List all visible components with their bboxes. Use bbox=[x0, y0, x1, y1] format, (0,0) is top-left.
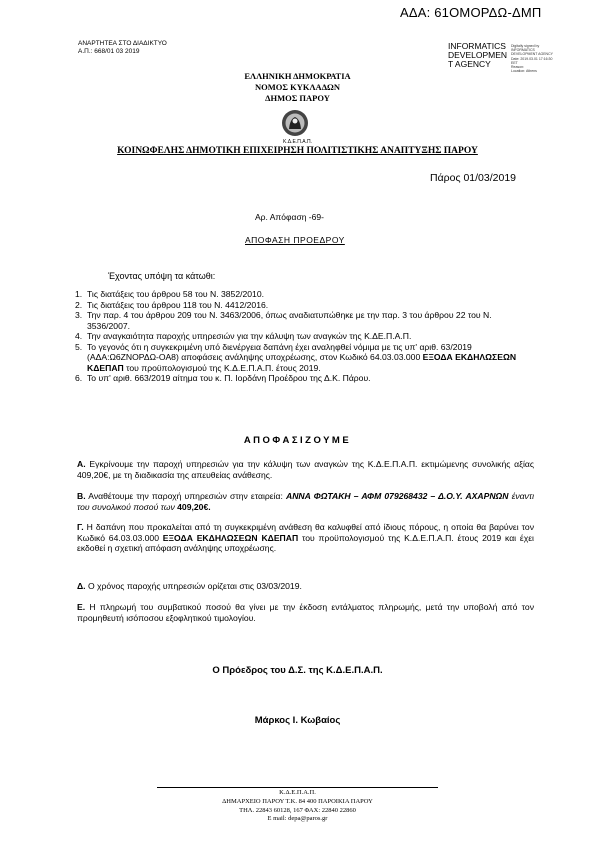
considering-heading: Έχοντας υπόψη τα κάτωθι: bbox=[108, 271, 216, 281]
paragraph-text: Εγκρίνουμε την παροχή υπηρεσιών για την κάλυψη των αναγκών της Κ.Δ.Ε.Π.Α.Π. εκτιμώμενης συνολικής αξίας 409,20€, με τη διαδικασία της απευθείας ανάθεσης. bbox=[77, 459, 534, 480]
list-item bbox=[75, 300, 535, 311]
item-text: Τις διατάξεις του άρθρου 118 του Ν. 4412/2016. bbox=[87, 299, 269, 310]
logo-caption: Κ.Δ.Ε.Π.Α.Π. bbox=[283, 139, 312, 145]
stamp-detail: Digitally signed by bbox=[511, 44, 540, 48]
signatory-title: Ο Πρόεδρος του Δ.Σ. της Κ.Δ.Ε.Π.Α.Π. bbox=[212, 665, 383, 676]
stamp-detail: EET bbox=[511, 60, 518, 65]
paragraph-e bbox=[77, 602, 534, 623]
posting-line-1: ΑΝΑΡΤΗΤΕΑ ΣΤΟ ΔΙΑΔΙΚΤΥΟ bbox=[78, 40, 167, 47]
paragraph-text: Η πληρωμή του συμβατικού ποσού θα γίνει με την έκδοση εντάλματος πληρωμής, μετά την υποβολή από τον προμηθευτή ισόποσου εξοφλητικού τιμολογίου. bbox=[77, 602, 534, 623]
digital-signature-stamp bbox=[448, 42, 507, 69]
stamp-detail: DEVELOPMENT AGENCY bbox=[511, 52, 553, 57]
paragraph-text: Αναθέτουμε την παροχή υπηρεσιών στην εταιρεία: bbox=[85, 491, 286, 501]
stamp-line: T AGENCY bbox=[448, 59, 491, 69]
decision-title: ΑΠΟΦΑΣΗ ΠΡΟΕΔΡΟΥ bbox=[245, 235, 345, 245]
paragraph-label: Β. bbox=[77, 491, 86, 501]
document-footer bbox=[0, 789, 595, 824]
contract-amount: 409,20€. bbox=[177, 501, 211, 512]
organization-logo-icon bbox=[280, 108, 310, 138]
list-item bbox=[75, 289, 535, 300]
footer-address: ΔΗΜΑΡΧΕΙΟ ΠΑΡΟΥ Τ.Κ. 84 400 ΠΑΡΟΙΚΙΑ ΠΑΡΟΥ bbox=[222, 797, 373, 805]
paragraph-label: Α. bbox=[77, 459, 86, 469]
footer-phone: ΤΗΛ. 22843 60128, 167 ΦΑΧ: 22840 22860 bbox=[239, 806, 356, 814]
list-item bbox=[75, 373, 535, 384]
stamp-line: INFORMATICS bbox=[448, 41, 506, 51]
budget-code-label: ΕΞΟΔΑ ΕΚΔΗΛΩΣΕΩΝ ΚΔΕΠΑΠ bbox=[87, 352, 517, 373]
paragraph-b bbox=[77, 491, 534, 512]
paragraph-text: Ο χρόνος παροχής υπηρεσιών ορίζεται στις 03/03/2019. bbox=[85, 581, 302, 591]
item-number: 4. bbox=[75, 331, 83, 341]
stamp-detail: Reason: bbox=[511, 65, 525, 70]
digital-signature-details bbox=[511, 44, 553, 73]
paragraph-d bbox=[77, 581, 534, 592]
footer-divider bbox=[157, 787, 438, 788]
item-text: Τις διατάξεις του άρθρου 58 του Ν. 3852/2010. bbox=[87, 289, 264, 299]
list-item bbox=[75, 342, 535, 374]
paragraph-a bbox=[77, 459, 534, 480]
signatory-name: Μάρκος Ι. Κωβαίος bbox=[254, 715, 341, 726]
considerations-list bbox=[75, 289, 535, 384]
protocol-number: Α.Π.: 668/01 03 2019 bbox=[78, 48, 140, 55]
list-item bbox=[75, 331, 535, 342]
stamp-detail: INFORMATICS bbox=[511, 48, 535, 53]
header-country: ΕΛΛΗΝΙΚΗ ΔΗΜΟΚΡΑΤΙΑ bbox=[244, 71, 351, 81]
document-header bbox=[0, 71, 595, 104]
decision-number: Αρ. Απόφαση -69- bbox=[255, 212, 324, 222]
item-text: Την παρ. 4 του άρθρου 209 του Ν. 3463/2006, όπως αναδιατυπώθηκε με την παρ. 3 του άρθρου 22 του Ν. 3536/2007. bbox=[87, 310, 492, 331]
paragraph-text: Η δαπάνη που προκαλείται από τη συγκεκριμένη ανάθεση θα καλυφθεί από ίδιους πόρους, η οποία θα βαρύνει τον Κωδικό 64.03.03.000 bbox=[77, 522, 534, 543]
item-text: Το γεγονός ότι η συγκεκριμένη υπό διενέργεια δαπάνη έχει αναληφθεί νόμιμα με τις υπ' αριθ. 63/2019 (ΑΔΑ:Ω6ΖΝΟΡΔΩ-ΟΑ8) αποφάσεις ανάληψης υποχρέωσης, στον Κωδικό 64.03.03.000 bbox=[87, 341, 472, 362]
footer-email: E mail: depa@paros.gr bbox=[267, 815, 328, 823]
item-text: Το υπ' αριθ. 663/2019 αίτημα του κ. Π. Ιορδάνη Προέδρου της Δ.Κ. Πάρου. bbox=[87, 373, 371, 383]
document-date: Πάρος 01/03/2019 bbox=[430, 172, 516, 184]
item-text: του προϋπολογισμού της Κ.Δ.Ε.Π.Α.Π. έτους 2019. bbox=[123, 362, 321, 373]
paragraph-label: Γ. bbox=[77, 522, 84, 532]
contractor-name: ΑΝΝΑ ΦΩΤΑΚΗ – ΑΦΜ 079268432 – Δ.Ο.Υ. ΑΧΑΡΝΩΝ bbox=[286, 491, 509, 501]
organization-name: ΚΟΙΝΩΦΕΛΗΣ ΔΗΜΟΤΙΚΗ ΕΠΙΧΕΙΡΗΣΗ ΠΟΛΙΤΙΣΤΙΚΗΣ ΑΝΑΠΤΥΞΗΣ ΠΑΡΟΥ bbox=[117, 146, 478, 156]
paragraph-c bbox=[77, 522, 534, 554]
item-number: 2. bbox=[75, 299, 83, 310]
item-text: Την αναγκαιότητα παροχής υπηρεσιών για την κάλυψη των αναγκών της Κ.ΔΕ.Π.Α.Π. bbox=[87, 331, 412, 341]
item-number: 6. bbox=[75, 373, 83, 383]
item-number: 1. bbox=[75, 289, 83, 299]
stamp-detail: Date: 2019.03.01 17:16:30 bbox=[511, 56, 553, 61]
decide-heading: ΑΠΟΦΑΣΙΖΟΥΜΕ bbox=[243, 435, 352, 446]
paragraph-text: έναντι του συνολικού ποσού των bbox=[77, 491, 534, 512]
footer-org: Κ.Δ.Ε.Π.Α.Π. bbox=[279, 789, 316, 796]
stamp-line: DEVELOPMEN bbox=[448, 50, 508, 60]
item-number: 5. bbox=[75, 341, 83, 352]
header-prefecture: ΝΟΜΟΣ ΚΥΚΛΑΔΩΝ bbox=[255, 82, 340, 92]
budget-code-label: ΕΞΟΔΑ ΕΚΔΗΛΩΣΕΩΝ ΚΔΕΠΑΠ bbox=[162, 532, 299, 543]
ada-code: ΑΔΑ: 61ΟΜΟΡΔΩ-ΔΜΠ bbox=[400, 5, 542, 20]
list-item bbox=[75, 310, 535, 331]
stamp-detail: Location: Athens bbox=[511, 69, 537, 74]
paragraph-text: του προϋπολογισμού της Κ.Δ.Ε.Π.Α.Π. έτους 2019 και έχει εκδοθεί η σχετική απόφαση ανάληψης υποχρέωσης. bbox=[77, 532, 534, 553]
item-number: 3. bbox=[75, 310, 83, 320]
paragraph-label: Δ. bbox=[77, 581, 86, 591]
posting-note bbox=[78, 40, 167, 56]
paragraph-label: Ε. bbox=[77, 602, 86, 612]
header-municipality: ΔΗΜΟΣ ΠΑΡΟΥ bbox=[265, 93, 330, 103]
